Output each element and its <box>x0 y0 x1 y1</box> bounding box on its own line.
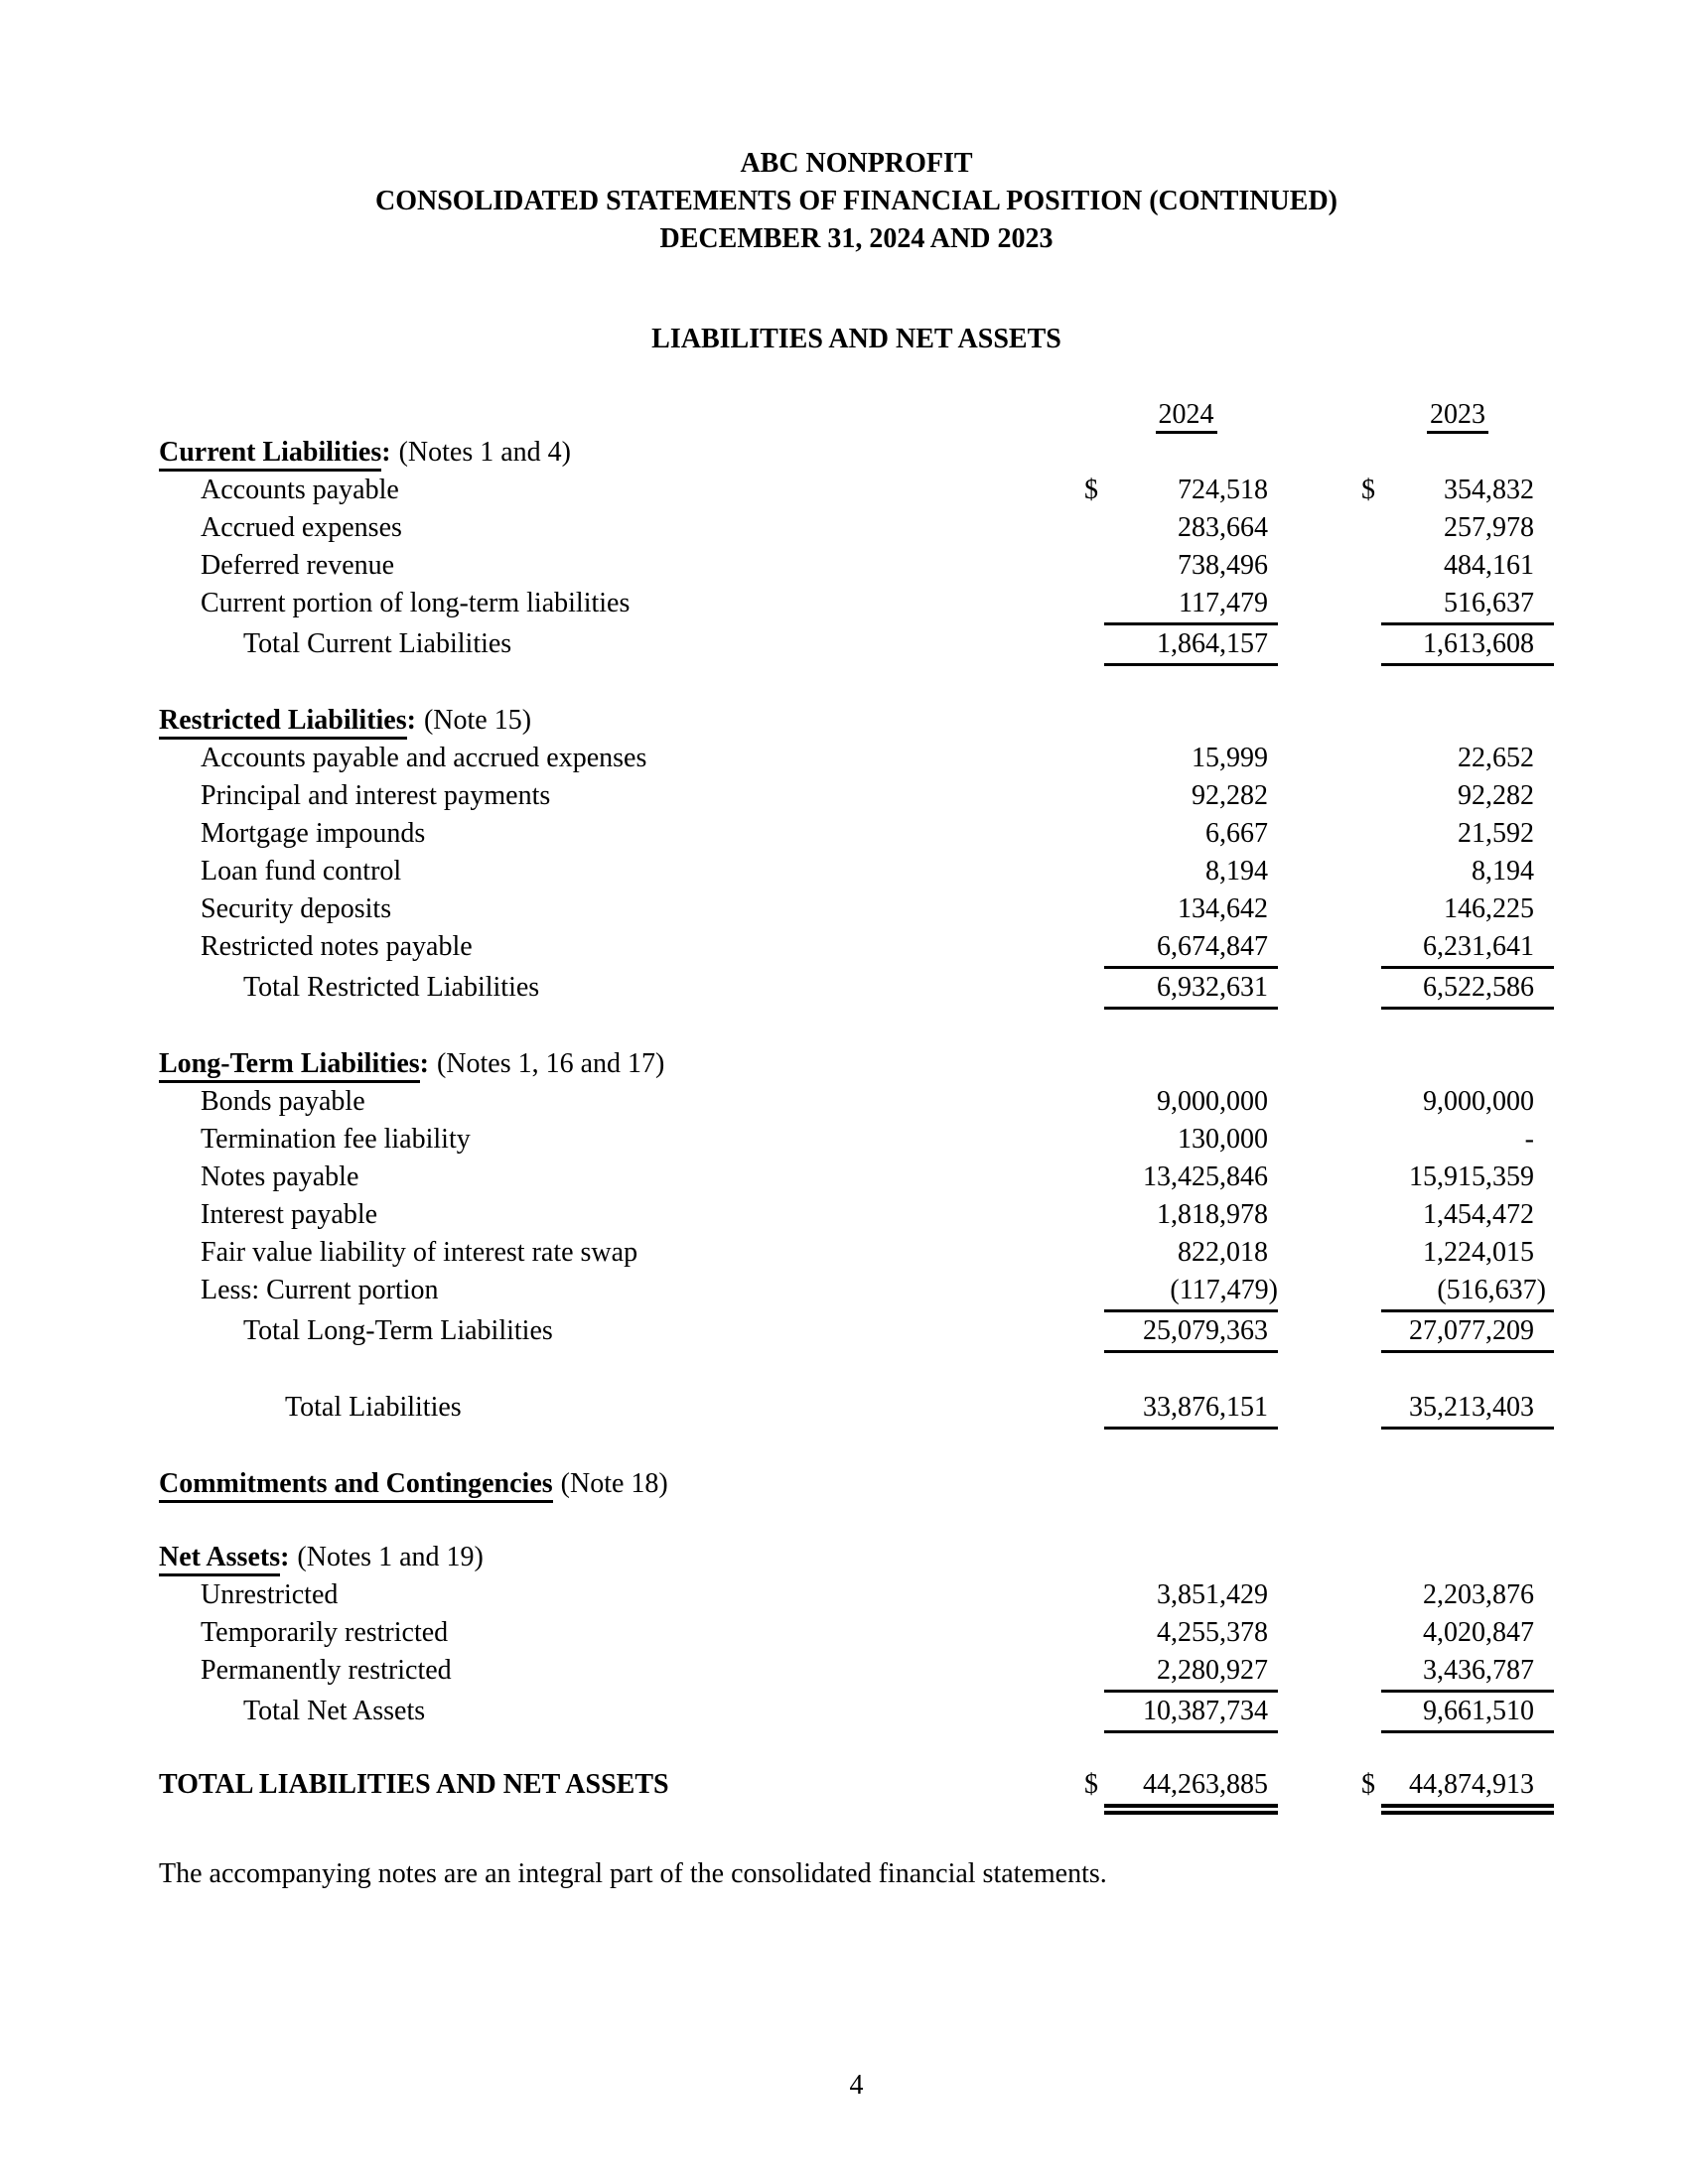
amount-2023: 484,161 <box>1444 550 1534 581</box>
row-label: Interest payable <box>201 1199 378 1230</box>
amount-2023: 92,282 <box>1458 780 1534 811</box>
spacer <box>1361 1693 1381 1733</box>
amount-2023: 21,592 <box>1458 818 1534 849</box>
spacer <box>1361 585 1381 625</box>
column-header-2024 <box>1104 396 1278 434</box>
section-title <box>159 702 1554 740</box>
table-row <box>159 1272 1554 1312</box>
table-row <box>159 928 1554 969</box>
row-label: Total Net Assets <box>243 1696 426 1726</box>
section-note: (Note 18) <box>560 1468 668 1499</box>
row-label: Total Current Liabilities <box>243 628 512 659</box>
amount-2023: 516,637 <box>1381 585 1554 625</box>
row-label: Mortgage impounds <box>201 818 426 849</box>
amount-2023: 3,436,787 <box>1381 1652 1554 1693</box>
section-note: (Notes 1 and 4) <box>398 437 571 468</box>
amount-2023: (516,637) <box>1381 1272 1554 1312</box>
spacer <box>1084 815 1104 853</box>
section-header-long-term-liabilities <box>159 1045 1554 1083</box>
spacer <box>1084 928 1104 969</box>
table-row <box>159 585 1554 625</box>
amount-2023: 1,613,608 <box>1381 625 1554 666</box>
row-label: Notes payable <box>201 1161 359 1192</box>
spacer <box>1084 1312 1104 1353</box>
row-label: Loan fund control <box>201 856 402 887</box>
spacer <box>1361 853 1381 890</box>
amount-2024: 738,496 <box>1178 550 1268 581</box>
column-header-2023 <box>1381 396 1554 434</box>
amount-2024: 8,194 <box>1205 856 1268 887</box>
spacer <box>1084 740 1104 777</box>
table-row <box>159 1652 1554 1693</box>
grand-total-row <box>159 1766 1554 1815</box>
row-label: Deferred revenue <box>201 550 395 581</box>
year-2023-label: 2023 <box>1427 399 1488 434</box>
section-title-colon: : <box>280 1542 290 1572</box>
subtotal-row <box>159 969 1554 1010</box>
table-row <box>159 1234 1554 1272</box>
spacer <box>1361 1652 1381 1693</box>
amount-2024: 13,425,846 <box>1143 1161 1268 1192</box>
row-label: Permanently restricted <box>201 1655 452 1686</box>
spacer <box>1084 396 1104 434</box>
spacer <box>1084 1121 1104 1159</box>
amount-2024: 4,255,378 <box>1157 1617 1268 1648</box>
amount-2024: 3,851,429 <box>1157 1579 1268 1610</box>
amount-2023: 354,832 <box>1444 475 1534 505</box>
amount-2024: 822,018 <box>1178 1237 1268 1268</box>
section-title-text: Current Liabilities <box>159 437 381 472</box>
amount-2024: 134,642 <box>1178 893 1268 924</box>
row-label: Accounts payable <box>201 475 399 505</box>
amount-2023: - <box>1524 1124 1534 1155</box>
spacer <box>1361 1234 1381 1272</box>
amount-2023: 6,231,641 <box>1381 928 1554 969</box>
amount-2024: 44,263,885 <box>1104 1766 1278 1815</box>
amount-2024: 117,479 <box>1104 585 1278 625</box>
spacer <box>1084 969 1104 1010</box>
spacer <box>1361 815 1381 853</box>
spacer <box>1084 1389 1104 1430</box>
spacer <box>1361 1614 1381 1652</box>
row-label: Current portion of long-term liabilities <box>201 588 631 618</box>
amount-2023: 4,020,847 <box>1423 1617 1534 1648</box>
spacer <box>1084 547 1104 585</box>
section-title-colon: : <box>381 437 391 468</box>
amount-2024: 25,079,363 <box>1104 1312 1278 1353</box>
column-header-spacer <box>159 396 1084 434</box>
year-2024-label: 2024 <box>1156 399 1217 434</box>
section-title-text: Restricted Liabilities <box>159 705 407 740</box>
spacer <box>1084 853 1104 890</box>
row-label: Unrestricted <box>201 1579 339 1610</box>
spacer <box>1361 625 1381 666</box>
amount-2024: 6,674,847 <box>1104 928 1278 969</box>
spacer <box>1084 1576 1104 1614</box>
amount-2023: 6,522,586 <box>1381 969 1554 1010</box>
amount-2024: 724,518 <box>1178 475 1268 505</box>
table-row <box>159 740 1554 777</box>
section-title-colon: : <box>406 705 416 736</box>
amount-2024: 9,000,000 <box>1157 1086 1268 1117</box>
currency-symbol: $ <box>1361 1769 1375 1800</box>
spacer <box>1084 1693 1104 1733</box>
statement-dates: DECEMBER 31, 2024 AND 2023 <box>659 223 1054 254</box>
section-note: (Note 15) <box>423 705 532 736</box>
row-label: Security deposits <box>201 893 392 924</box>
row-label: Fair value liability of interest rate swap <box>201 1237 638 1268</box>
table-row <box>159 1196 1554 1234</box>
footnote: The accompanying notes are an integral part of the consolidated financial statements. <box>159 1858 1107 1889</box>
amount-2024: 10,387,734 <box>1104 1693 1278 1733</box>
row-label: Bonds payable <box>201 1086 365 1117</box>
section-header-commitments <box>159 1465 1554 1503</box>
amount-2023: 15,915,359 <box>1409 1161 1534 1192</box>
amount-2023: 22,652 <box>1458 743 1534 773</box>
section-note: (Notes 1, 16 and 17) <box>436 1048 665 1079</box>
amount-2024: 6,667 <box>1205 818 1268 849</box>
spacer <box>1084 625 1104 666</box>
row-label: Accounts payable and accrued expenses <box>201 743 647 773</box>
spacer <box>1361 890 1381 928</box>
amount-2023: 44,874,913 <box>1381 1766 1554 1815</box>
table-row <box>159 472 1554 509</box>
column-header-row <box>159 396 1554 434</box>
amount-2023: 27,077,209 <box>1381 1312 1554 1353</box>
section-title <box>159 1539 1554 1576</box>
spacer <box>1361 928 1381 969</box>
amount-2023: 2,203,876 <box>1423 1579 1534 1610</box>
row-label: Termination fee liability <box>201 1124 471 1155</box>
spacer <box>1361 1312 1381 1353</box>
amount-2023: 35,213,403 <box>1381 1389 1554 1430</box>
amount-2023: 9,000,000 <box>1423 1086 1534 1117</box>
subtotal-row <box>159 1693 1554 1733</box>
section-header-current-liabilities <box>159 434 1554 472</box>
table-row <box>159 853 1554 890</box>
section-title <box>159 1465 1554 1503</box>
table-row <box>159 509 1554 547</box>
spacer <box>1361 1389 1381 1430</box>
spacer <box>1361 1121 1381 1159</box>
table-row <box>159 1083 1554 1121</box>
spacer <box>1361 1196 1381 1234</box>
amount-2024: 92,282 <box>1192 780 1268 811</box>
section-header-restricted-liabilities <box>159 702 1554 740</box>
amount-2024: 1,864,157 <box>1104 625 1278 666</box>
table-row <box>159 547 1554 585</box>
total-liabilities-row <box>159 1389 1554 1430</box>
page-number: 4 <box>849 2070 864 2101</box>
spacer <box>1361 509 1381 547</box>
spacer <box>1361 969 1381 1010</box>
spacer <box>1084 1614 1104 1652</box>
amount-2024: 2,280,927 <box>1104 1652 1278 1693</box>
document-header <box>159 145 1554 258</box>
table-row <box>159 1159 1554 1196</box>
row-label: Temporarily restricted <box>201 1617 449 1648</box>
table-row <box>159 1576 1554 1614</box>
row-label: Accrued expenses <box>201 512 402 543</box>
spacer <box>1084 585 1104 625</box>
spacer <box>1084 777 1104 815</box>
spacer <box>1361 777 1381 815</box>
statement-heading: LIABILITIES AND NET ASSETS <box>651 324 1061 354</box>
row-label: Less: Current portion <box>201 1275 439 1305</box>
amount-2024: 1,818,978 <box>1157 1199 1268 1230</box>
row-label: Total Long-Term Liabilities <box>243 1315 553 1346</box>
amount-2023: 8,194 <box>1472 856 1534 887</box>
amount-2024: 6,932,631 <box>1104 969 1278 1010</box>
subtotal-row <box>159 625 1554 666</box>
amount-2023: 9,661,510 <box>1381 1693 1554 1733</box>
amount-2023: 1,224,015 <box>1423 1237 1534 1268</box>
spacer <box>1084 890 1104 928</box>
subtotal-row <box>159 1312 1554 1353</box>
spacer <box>1084 1196 1104 1234</box>
spacer <box>1084 1234 1104 1272</box>
currency-symbol: $ <box>1084 475 1098 505</box>
section-header-net-assets <box>159 1539 1554 1576</box>
section-title <box>159 1045 1554 1083</box>
spacer <box>1361 396 1381 434</box>
spacer <box>1361 1272 1381 1312</box>
org-name: ABC NONPROFIT <box>740 148 973 179</box>
spacer <box>1084 509 1104 547</box>
table-row <box>159 890 1554 928</box>
table-row <box>159 1121 1554 1159</box>
amount-2024: 33,876,151 <box>1104 1389 1278 1430</box>
amount-2024: 283,664 <box>1178 512 1268 543</box>
table-row <box>159 777 1554 815</box>
row-label: TOTAL LIABILITIES AND NET ASSETS <box>159 1769 669 1800</box>
spacer <box>1084 1159 1104 1196</box>
row-label: Principal and interest payments <box>201 780 551 811</box>
amount-2023: 257,978 <box>1444 512 1534 543</box>
section-title-text: Commitments and Contingencies <box>159 1468 553 1503</box>
spacer <box>1361 547 1381 585</box>
table-row <box>159 1614 1554 1652</box>
row-label: Restricted notes payable <box>201 931 473 962</box>
row-label: Total Restricted Liabilities <box>243 972 540 1003</box>
spacer <box>1361 1083 1381 1121</box>
amount-2024: (117,479) <box>1104 1272 1278 1312</box>
spacer <box>1361 1576 1381 1614</box>
spacer <box>1361 740 1381 777</box>
row-label: Total Liabilities <box>285 1392 462 1423</box>
amount-2023: 146,225 <box>1444 893 1534 924</box>
spacer <box>1361 1159 1381 1196</box>
currency-symbol: $ <box>1361 475 1375 505</box>
statement-title: CONSOLIDATED STATEMENTS OF FINANCIAL POSITION (CONTINUED) <box>375 186 1337 216</box>
section-title-text: Net Assets <box>159 1542 280 1576</box>
amount-2024: 15,999 <box>1192 743 1268 773</box>
section-title-colon: : <box>419 1048 429 1079</box>
currency-symbol: $ <box>1084 1769 1098 1800</box>
amount-2024: 130,000 <box>1178 1124 1268 1155</box>
section-title-text: Long-Term Liabilities <box>159 1048 420 1083</box>
section-note: (Notes 1 and 19) <box>297 1542 484 1572</box>
spacer <box>1084 1272 1104 1312</box>
spacer <box>1084 1083 1104 1121</box>
spacer <box>1084 1652 1104 1693</box>
table-row <box>159 815 1554 853</box>
section-title <box>159 434 1554 472</box>
amount-2023: 1,454,472 <box>1423 1199 1534 1230</box>
